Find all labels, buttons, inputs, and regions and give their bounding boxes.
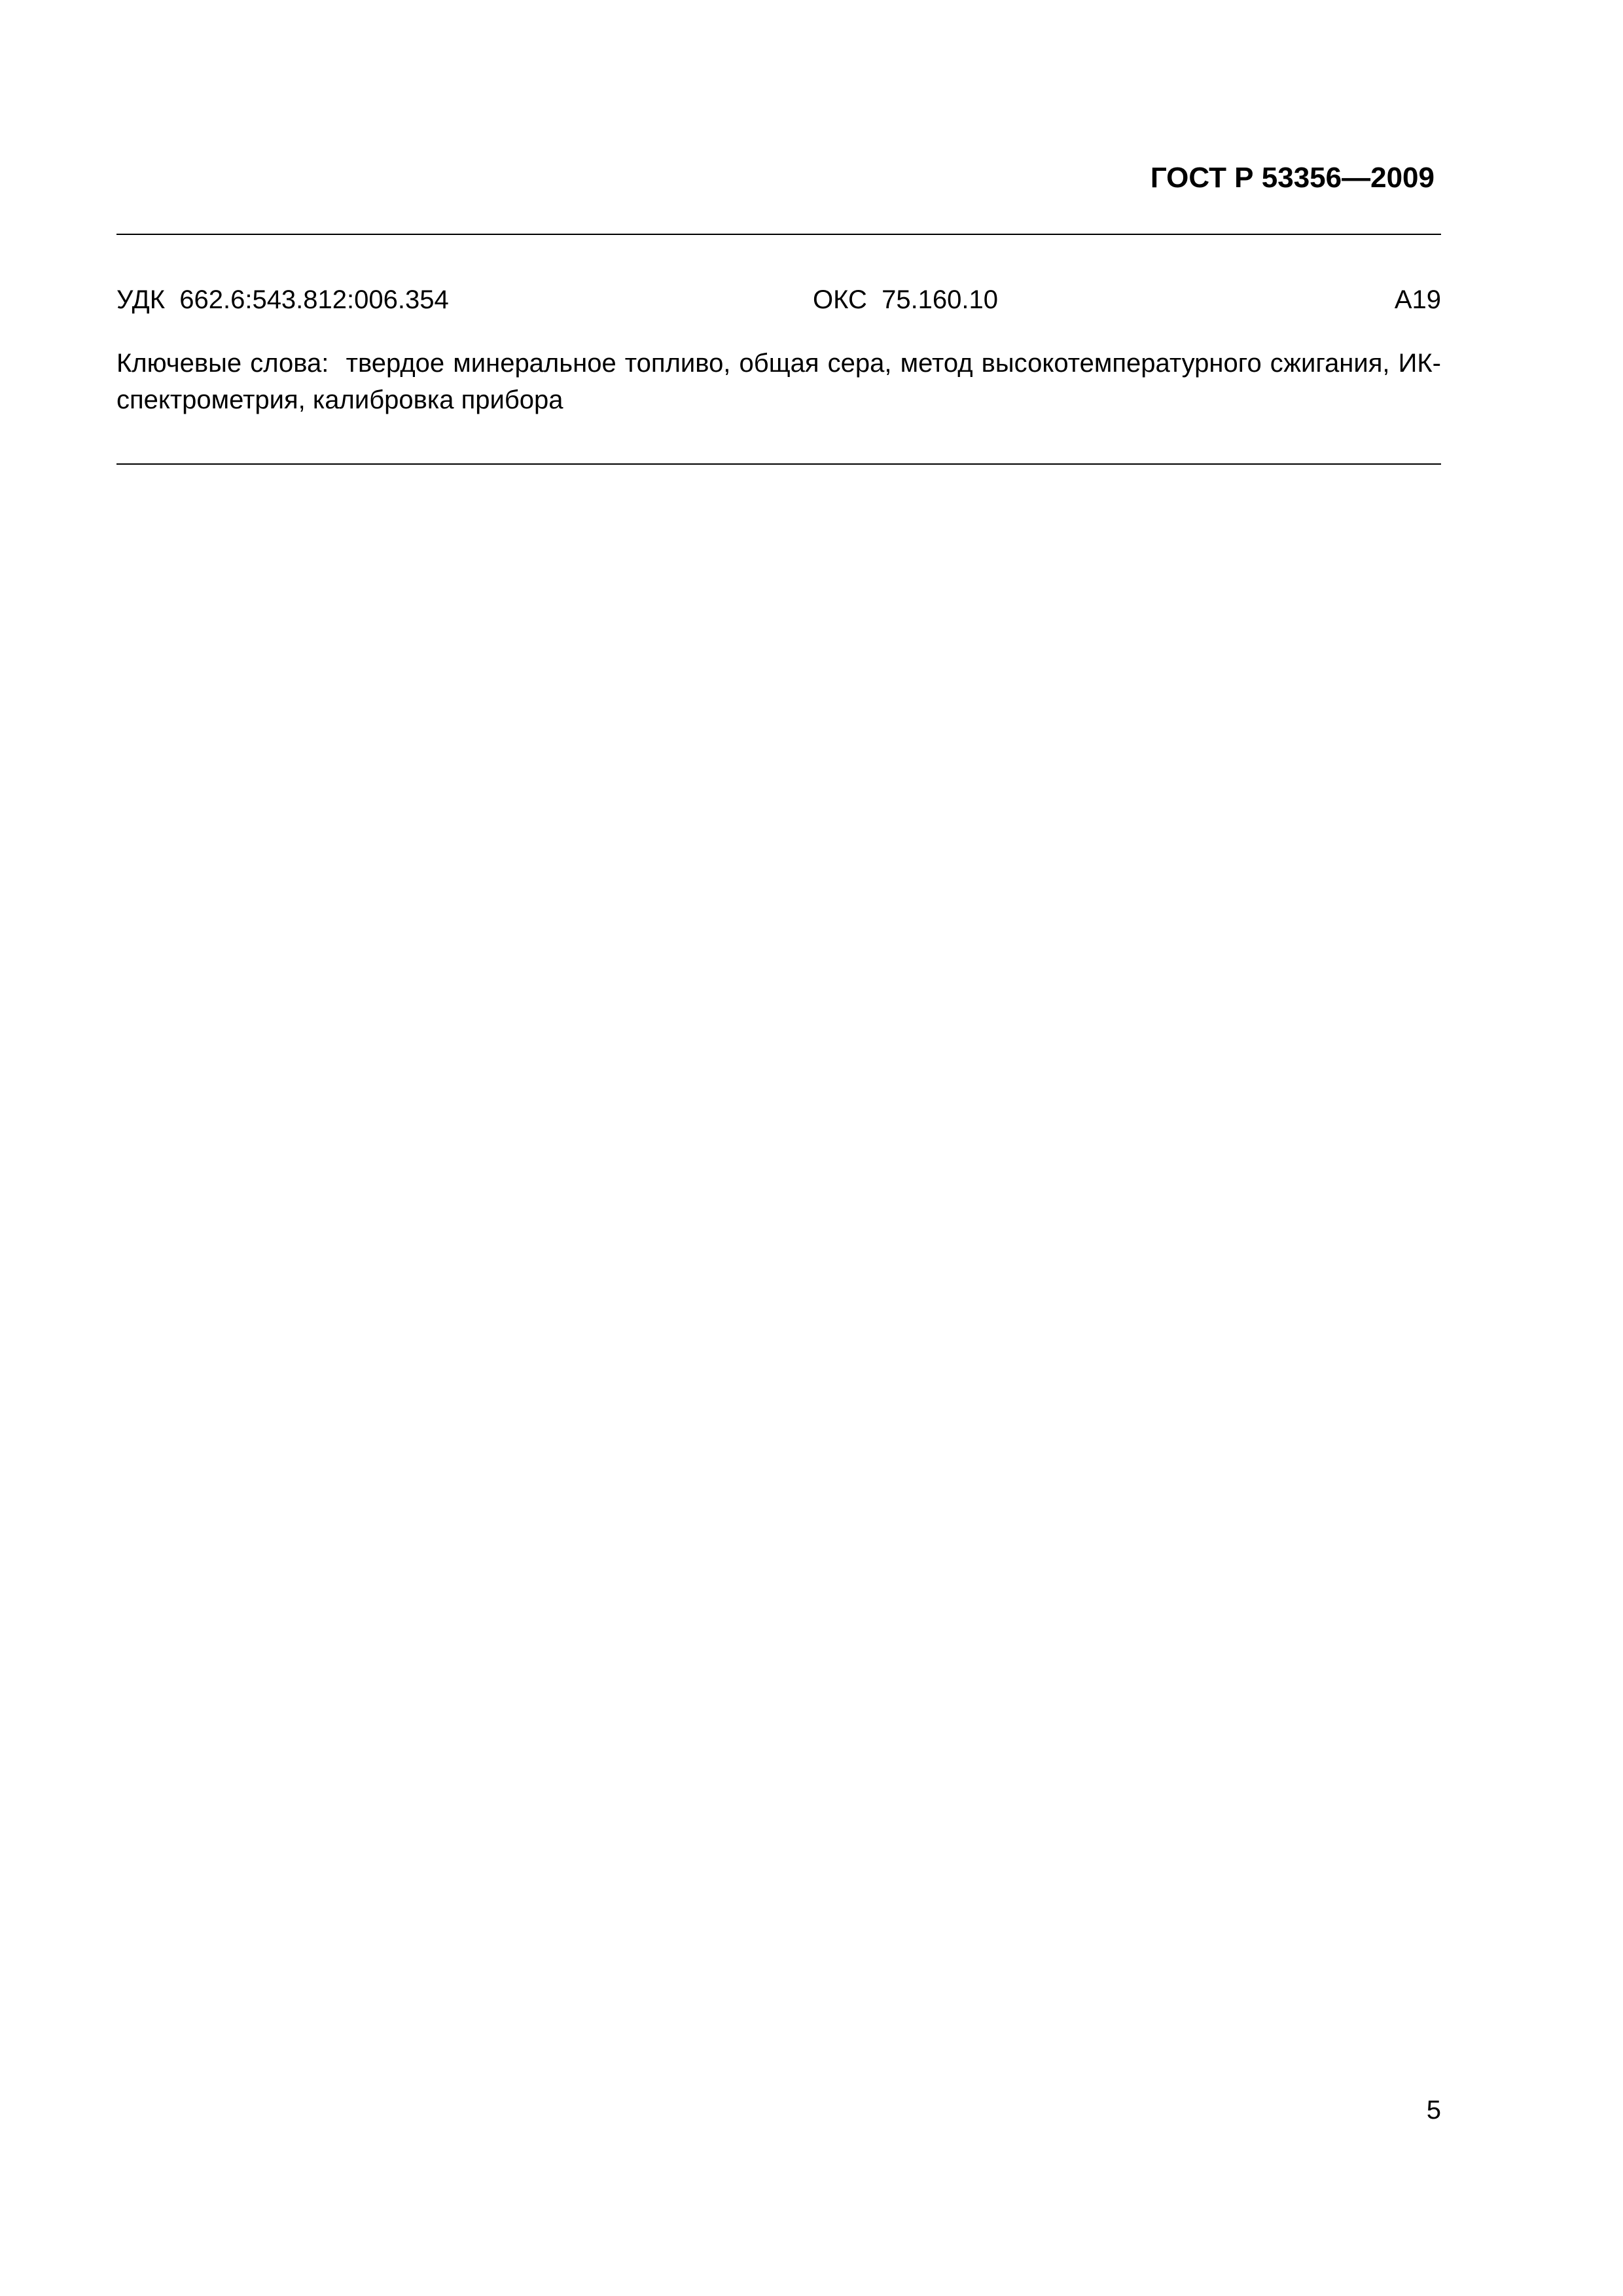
classification-code: А19 — [1394, 285, 1441, 314]
classification-row — [116, 280, 1441, 319]
keywords-paragraph: Ключевые слова: твердое минеральное топливо, общая сера, метод высокотемпературного сжигания, ИК-спектрометрия, калибровка прибора — [116, 349, 1441, 414]
oks-code: ОКС 75.160.10 — [813, 285, 999, 314]
bottom-divider — [116, 463, 1441, 465]
udk-code: УДК 662.6:543.812:006.354 — [116, 285, 449, 314]
top-divider — [116, 234, 1441, 235]
standard-designation: ГОСТ Р 53356—2009 — [1150, 162, 1435, 194]
page-number: 5 — [1426, 2096, 1441, 2125]
